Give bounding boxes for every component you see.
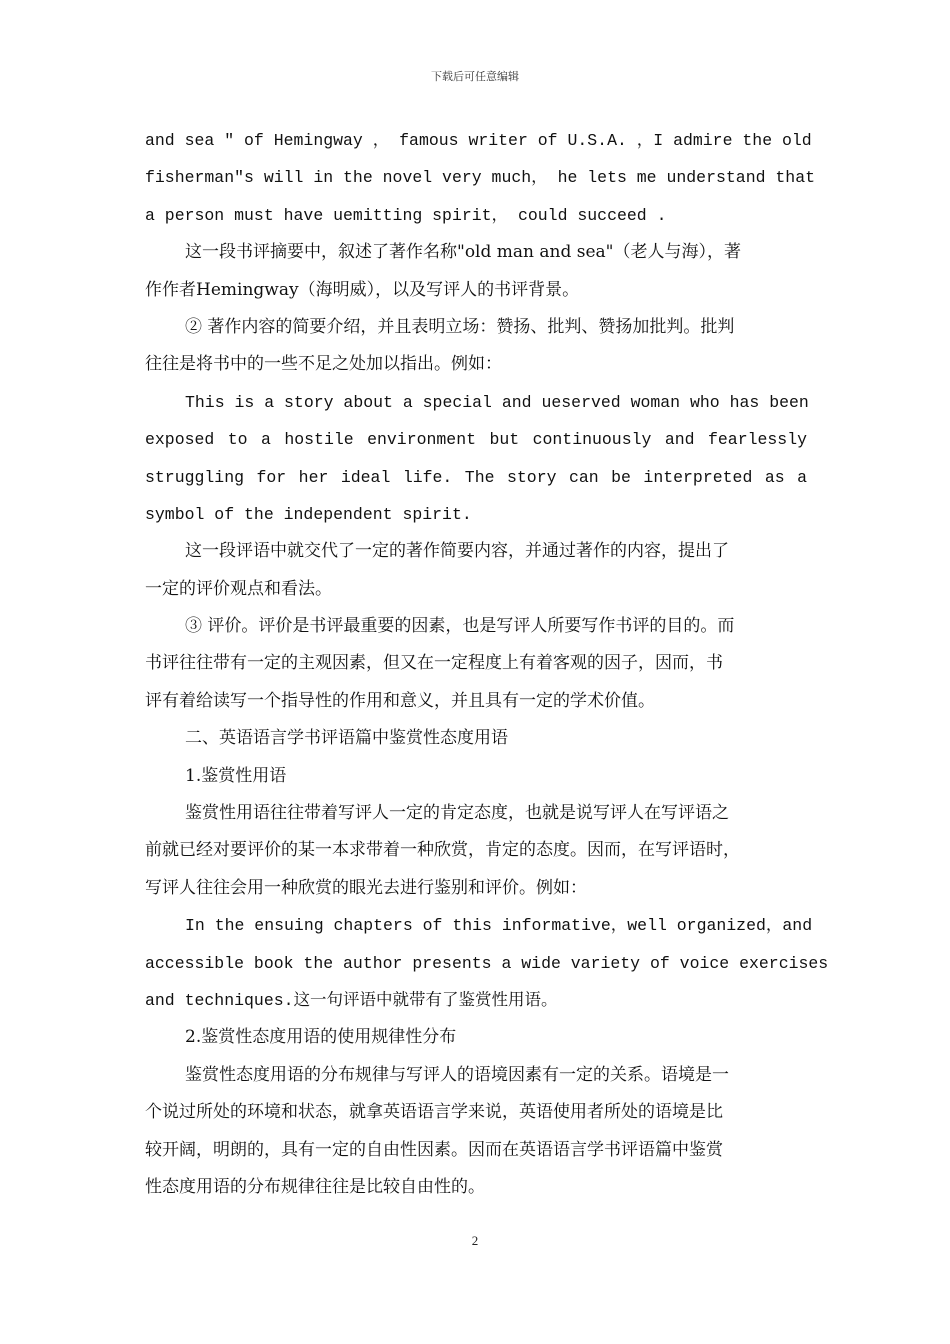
- text-line: 较开阔，明朗的，具有一定的自由性因素。因而在英语语言学书评语篇中鉴赏: [145, 1139, 723, 1160]
- text-line: 前就已经对要评价的某一本求带着一种欣赏，肯定的态度。因而，在写评语时，: [145, 840, 740, 861]
- text-line: 作作者Hemingway（海明威），以及写评人的书评背景。: [145, 279, 580, 300]
- body-text: [145, 122, 829, 1206]
- text-line: 评有着给读写一个指导性的作用和意义，并且具有一定的学术价值。: [145, 690, 655, 711]
- subsection-heading: 2.鉴赏性态度用语的使用规律性分布: [185, 1027, 457, 1048]
- page-number: 2: [471, 1233, 479, 1248]
- text-line: fisherman"s will in the novel very much， he lets me understand that: [145, 168, 816, 188]
- text-line: symbol of the independent spirit.: [145, 504, 472, 524]
- text-line: ② 著作内容的简要介绍，并且表明立场：赞扬、批判、赞扬加批判。批判: [185, 316, 735, 337]
- text-line: and techniques.这一句评语中就带有了鉴赏性用语。: [145, 990, 558, 1010]
- text-line: accessible book the author presents a wide variety of voice exercises: [145, 953, 829, 973]
- text-line: ③ 评价。评价是书评最重要的因素，也是写评人所要写作书评的目的。而: [185, 616, 735, 637]
- text-line: 书评往往带有一定的主观因素，但又在一定程度上有着客观的因子，因而，书: [145, 653, 723, 674]
- text-line: exposed to a hostile environment but continuously and fearlessly: [145, 430, 807, 450]
- text-line: 写评人往往会用一种欣赏的眼光去进行鉴别和评价。例如：: [145, 877, 587, 898]
- text-line: 鉴赏性用语往往带着写评人一定的肯定态度，也就是说写评人在写评语之: [185, 803, 729, 824]
- text-line: 性态度用语的分布规律往往是比较自由性的。: [145, 1176, 485, 1197]
- page-header: 下载后可任意编辑: [431, 70, 519, 83]
- text-line: 鉴赏性态度用语的分布规律与写评人的语境因素有一定的关系。语境是一: [185, 1064, 729, 1085]
- text-line: and sea " of Hemingway ， famous writer of U.S.A. ，I admire the old: [145, 131, 812, 150]
- text-line: 往往是将书中的一些不足之处加以指出。例如：: [145, 354, 502, 375]
- text-line: 这一段书评摘要中，叙述了著作名称"old man and sea"（老人与海），著: [185, 242, 741, 263]
- text-line: 个说过所处的环境和状态，就拿英语语言学来说，英语使用者所处的语境是比: [145, 1102, 723, 1123]
- text-line: struggling for her ideal life. The story can be interpreted as a: [145, 467, 807, 487]
- text-line: In the ensuing chapters of this informative，well organized，and: [185, 916, 813, 936]
- text-line: This is a story about a special and ueserved woman who has been: [185, 392, 809, 412]
- text-line: a person must have uemitting spirit， could succeed .: [145, 205, 667, 225]
- section-heading: 二、英语语言学书评语篇中鉴赏性态度用语: [185, 728, 508, 749]
- text-line: 这一段评语中就交代了一定的著作简要内容，并通过著作的内容，提出了: [185, 541, 729, 562]
- text-line: 一定的评价观点和看法。: [145, 578, 332, 599]
- subsection-heading: 1.鉴赏性用语: [185, 765, 287, 786]
